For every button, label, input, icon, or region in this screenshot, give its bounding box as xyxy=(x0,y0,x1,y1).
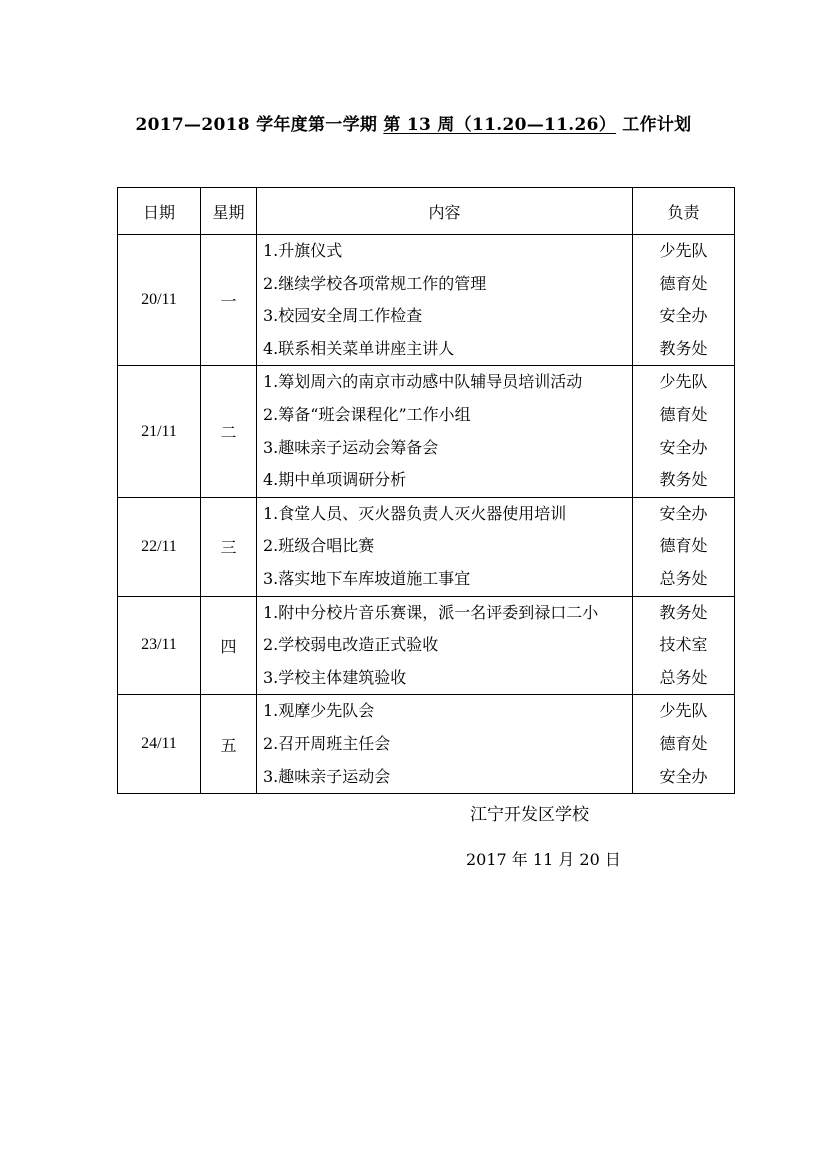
task-item: 4.期中单项调研分析 xyxy=(263,470,407,490)
task-owner: 安全办 xyxy=(659,503,708,523)
task-item: 1.筹划周六的南京市动感中队辅导员培训活动 xyxy=(263,372,583,392)
row-content xyxy=(257,695,633,794)
task-item: 3.趣味亲子运动会筹备会 xyxy=(263,437,439,457)
row-owners xyxy=(633,596,735,695)
table-row xyxy=(118,366,735,497)
header-weekday: 星期 xyxy=(201,188,257,235)
row-content xyxy=(257,497,633,596)
title-week-range: 第 13 周（11.20—11.26） xyxy=(383,115,617,135)
task-item: 1.观摩少先队会 xyxy=(263,701,375,721)
task-item: 2.继续学校各项常规工作的管理 xyxy=(263,273,487,293)
row-owners xyxy=(633,366,735,497)
row-content xyxy=(257,596,633,695)
task-item: 3.趣味亲子运动会 xyxy=(263,766,391,786)
task-item: 3.落实地下车库坡道施工事宜 xyxy=(263,568,471,588)
table-row xyxy=(118,596,735,695)
task-owner: 德育处 xyxy=(659,273,708,293)
task-item: 1.食堂人员、灭火器负责人灭火器使用培训 xyxy=(263,503,567,523)
task-owner: 少先队 xyxy=(659,701,708,721)
task-owner: 安全办 xyxy=(659,437,708,457)
task-owner: 德育处 xyxy=(659,536,708,556)
row-content xyxy=(257,235,633,366)
task-owner: 德育处 xyxy=(659,733,708,753)
header-owner: 负责 xyxy=(633,188,735,235)
work-plan-table xyxy=(117,187,735,794)
task-owner: 少先队 xyxy=(659,241,708,260)
task-item: 3.学校主体建筑验收 xyxy=(263,667,407,687)
header-content: 内容 xyxy=(257,188,633,235)
row-weekday: 五 xyxy=(201,695,257,794)
task-owner: 教务处 xyxy=(659,470,708,490)
task-owner: 德育处 xyxy=(659,404,708,424)
title-prefix: 2017—2018 学年度第一学期 xyxy=(135,115,384,135)
header-date: 日期 xyxy=(118,188,201,235)
task-item: 2.班级合唱比赛 xyxy=(263,536,375,556)
task-owner: 教务处 xyxy=(659,338,708,358)
task-item: 4.联系相关菜单讲座主讲人 xyxy=(263,338,455,358)
task-item: 1.升旗仪式 xyxy=(263,241,343,260)
row-owners xyxy=(633,235,735,366)
task-item: 2.学校弱电改造正式验收 xyxy=(263,635,439,655)
row-date: 20/11 xyxy=(118,235,201,366)
row-content xyxy=(257,366,633,497)
document-date: 2017 年 11 月 20 日 xyxy=(466,850,621,869)
task-item: 2.筹备“班会课程化”工作小组 xyxy=(263,404,471,424)
table-row xyxy=(118,695,735,794)
row-date: 23/11 xyxy=(118,596,201,695)
task-owner: 总务处 xyxy=(659,667,708,687)
row-owners xyxy=(633,695,735,794)
task-item: 1.附中分校片音乐赛课，派一名评委到禄口二小 xyxy=(263,602,599,622)
row-weekday: 二 xyxy=(201,366,257,497)
task-item: 3.校园安全周工作检查 xyxy=(263,306,423,326)
task-owner: 安全办 xyxy=(659,766,708,786)
task-owner: 安全办 xyxy=(659,306,708,326)
row-date: 24/11 xyxy=(118,695,201,794)
task-owner: 少先队 xyxy=(659,372,708,392)
document-title xyxy=(0,110,827,135)
table-row xyxy=(118,497,735,596)
task-owner: 教务处 xyxy=(659,602,708,622)
title-suffix: 工作计划 xyxy=(616,115,692,135)
row-weekday: 一 xyxy=(201,235,257,366)
school-name: 江宁开发区学校 xyxy=(470,805,589,825)
row-weekday: 三 xyxy=(201,497,257,596)
task-owner: 技术室 xyxy=(659,635,708,655)
table-row xyxy=(118,235,735,366)
row-date: 22/11 xyxy=(118,497,201,596)
table-header-row xyxy=(118,188,735,235)
row-date: 21/11 xyxy=(118,366,201,497)
task-item: 2.召开周班主任会 xyxy=(263,733,391,753)
row-owners xyxy=(633,497,735,596)
task-owner: 总务处 xyxy=(659,568,708,588)
row-weekday: 四 xyxy=(201,596,257,695)
